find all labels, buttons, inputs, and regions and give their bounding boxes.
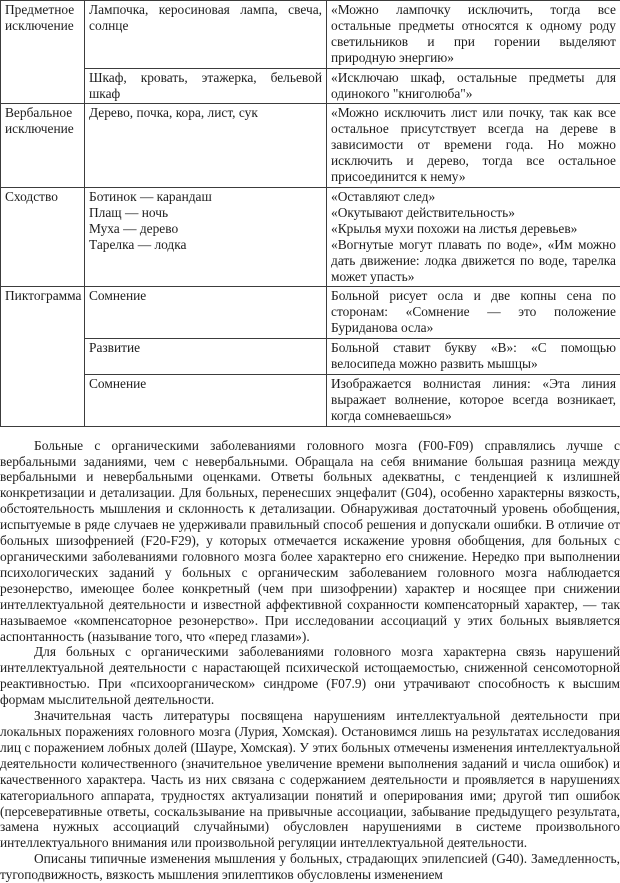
table-row — [1, 339, 620, 375]
stimulus-pair: Тарелка — лодка — [89, 236, 187, 252]
table-row — [1, 68, 620, 104]
stimulus-pair: Ботинок — карандаш — [89, 188, 212, 204]
table-row — [1, 1, 620, 69]
response-cell: Изображается волнистая линия: «Эта линия выражает волнение, которое всегда возникает, когда сомневаешься» — [327, 374, 620, 426]
category-cell-pictogram: Пиктограмма — [1, 287, 85, 426]
table-row — [1, 374, 620, 426]
paragraph-organic-brain-disease: Больные с органическими заболеваниями головного мозга (F00-F09) справлялись лучше с вербальными заданиями, чем с невербальными. Обращала на себя внимание большая разница между вербальными и невербальными оценками. Ответы больных адекватны, с тенденцией к излишней конкретизации и детализации. Для больных, перенесших энцефалит (G04), особенно характерны вязкость, обстоятельность мышления и склонность к детализации. Обнаруживая достаточный уровень обобщения, испытуемые в ряде случаев не удерживали правильный способ решения и допускали ошибки. В отличие от больных шизофренией (F20-F29), у которых отмечается искажение уровня обобщения, для больных с органическими заболеваниями головного мозга более характерно его снижение. Нередко при выполнении психологических заданий у больных с органическим заболеванием головного мозга наблюдается резонерство, имеющее более конкретный (чем при шизофрении) характер и носящее при снижении интеллектуальной деятельности и известной аффективной сохранности компенсаторный характер, — так называемое «компенсаторное резонерство». При исследовании ассоциаций у этих больных выявляется аспонтанность (называние того, что «перед глазами»). — [0, 437, 620, 644]
paragraph-local-brain-lesions: Значительная часть литературы посвящена нарушениям интеллектуальной деятельности при локальных поражениях головного мозга (Лурия, Хомская). Остановимся лишь на результатах исследования лиц с поражением лобных долей (Шауре, Хомская). У этих больных отмечены изменения интеллектуальной деятельности количественного (значительное увеличение времени выполнения заданий и числа ошибок) и качественного характера. Часть из них связана с содержанием деятельности и проявляется в нарушениях категориального аппарата, трудностях актуализации понятий и оперирования ими; другой тип ошибок (персеверативные ответы, соскальзывание на привычные ассоциации, забывание предыдущего результата, замена нужных ассоциаций случайными) обусловлен нарушениями в системе произвольного интеллектуального внимания или произвольной регуляции интеллектуальной деятельности. — [0, 708, 620, 851]
category-cell-verbal-exclusion: Вербальное исключение — [1, 104, 85, 188]
response-item: «Окутывают действительность» — [331, 204, 515, 220]
stimulus-cell: Лампочка, керосиновая лампа, свеча, солнце — [85, 1, 327, 69]
stimulus-cell — [85, 187, 327, 286]
stimulus-cell: Сомнение — [85, 374, 327, 426]
stimulus-pair: Плащ — ночь — [89, 204, 169, 220]
response-cell: «Исключаю шкаф, остальные предметы для одинокого "книголюба"» — [327, 68, 620, 104]
table-row — [1, 287, 620, 339]
response-item: «Крылья мухи похожи на листья деревьев» — [331, 220, 578, 236]
category-cell-similarity: Сходство — [1, 187, 85, 286]
stimulus-cell: Шкаф, кровать, этажерка, бельевой шкаф — [85, 68, 327, 104]
stimulus-cell: Развитие — [85, 339, 327, 375]
category-cell-object-exclusion: Предметное исключение — [1, 1, 85, 104]
paragraph-intellectual-exhaustion: Для больных с органическими заболеваниями головного мозга характерна связь нарушений интеллектуальной деятельности с нарастающей психической истощаемостью, сниженной сенсомоторной реактивностью. При «психоорганическом» синдроме (F07.9) они утрачивают способность к высшим формам мыслительной деятельности. — [0, 644, 620, 708]
paragraph-epilepsy-thinking: Описаны типичные изменения мышления у больных, страдающих эпилепсией (G40). Замедленность, тугоподвижность, вязкость мышления эпилептиков обусловлены изменением — [0, 851, 620, 883]
stimulus-cell: Сомнение — [85, 287, 327, 339]
response-item: «Вогнутые могут плавать по воде», «Им можно дать движение: лодка движется по воде, тарелка может упасть» — [331, 236, 616, 284]
table-row — [1, 187, 620, 286]
response-cell: «Можно лампочку исключить, тогда все остальные предметы относятся к одному роду светильников и при горении выделяют природную энергию» — [327, 1, 620, 69]
stimulus-cell: Дерево, почка, кора, лист, сук — [85, 104, 327, 188]
assessment-table — [0, 0, 620, 427]
response-cell: «Можно исключить лист или почку, так как все остальное присутствует всегда на дереве в зависимости от времени года. Но можно исключить и дерево, тогда все остальное присоединится к нему» — [327, 104, 620, 188]
response-cell: Больной ставит букву «В»: «С помощью велосипеда можно развить мышцы» — [327, 339, 620, 375]
response-item: «Оставляют след» — [331, 188, 436, 204]
table-row — [1, 104, 620, 188]
body-text — [0, 438, 620, 883]
stimulus-pair: Муха — дерево — [89, 220, 179, 236]
response-cell: Больной рисует осла и две копны сена по сторонам: «Сомнение — это положение Буриданова осла» — [327, 287, 620, 339]
response-cell — [327, 187, 620, 286]
